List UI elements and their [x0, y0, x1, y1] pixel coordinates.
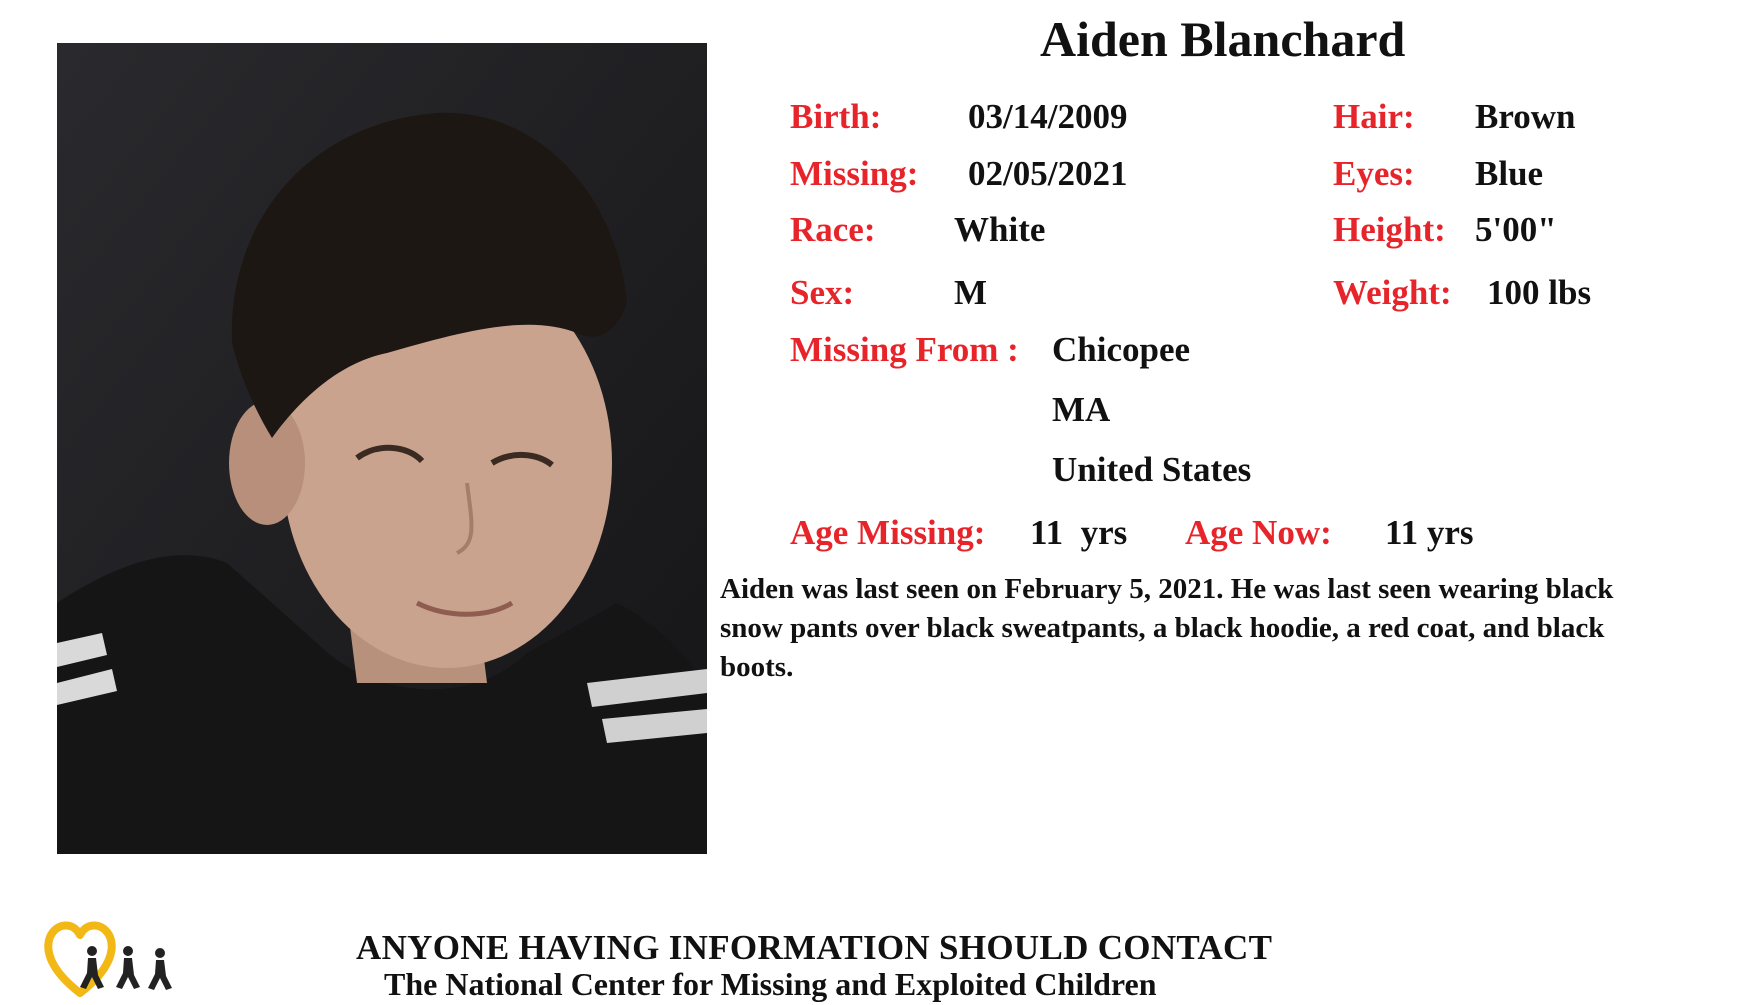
height-value: 5'00"	[1475, 210, 1557, 249]
sex-label: Sex:	[790, 273, 855, 312]
missing-date-value: 02/05/2021	[968, 154, 1128, 193]
eyes-value: Blue	[1475, 154, 1544, 193]
circumstance-description: Aiden was last seen on February 5, 2021. He was last seen wearing black snow pants over black sweatpants, a black hoodie, a red coat, and black boots.	[720, 573, 1614, 683]
child-photo	[57, 43, 707, 854]
ncmec-heart-children-logo-icon	[40, 915, 180, 1000]
age-missing-label: Age Missing:	[790, 513, 986, 552]
weight-value: 100 lbs	[1487, 273, 1592, 312]
age-now-value: 11 yrs	[1385, 513, 1474, 552]
missing-from-country: United States	[1052, 450, 1252, 489]
contact-organization: The National Center for Missing and Exploited Children	[384, 966, 1157, 1002]
height-label: Height:	[1333, 210, 1446, 249]
hair-value: Brown	[1475, 97, 1576, 136]
race-value: White	[954, 210, 1046, 249]
child-name: Aiden Blanchard	[1040, 11, 1406, 67]
birth-label: Birth:	[790, 97, 882, 136]
eyes-label: Eyes:	[1333, 154, 1415, 193]
age-missing-value: 11 yrs	[1030, 513, 1128, 552]
sex-value: M	[954, 273, 988, 312]
birth-value: 03/14/2009	[968, 97, 1128, 136]
race-label: Race:	[790, 210, 876, 249]
weight-label: Weight:	[1333, 273, 1452, 312]
missing-date-label: Missing:	[790, 154, 919, 193]
missing-from-city: Chicopee	[1052, 330, 1191, 369]
hair-label: Hair:	[1333, 97, 1415, 136]
missing-from-state: MA	[1052, 390, 1111, 429]
contact-heading: ANYONE HAVING INFORMATION SHOULD CONTACT	[356, 928, 1273, 967]
age-now-label: Age Now:	[1185, 513, 1332, 552]
missing-from-label: Missing From :	[790, 330, 1019, 369]
